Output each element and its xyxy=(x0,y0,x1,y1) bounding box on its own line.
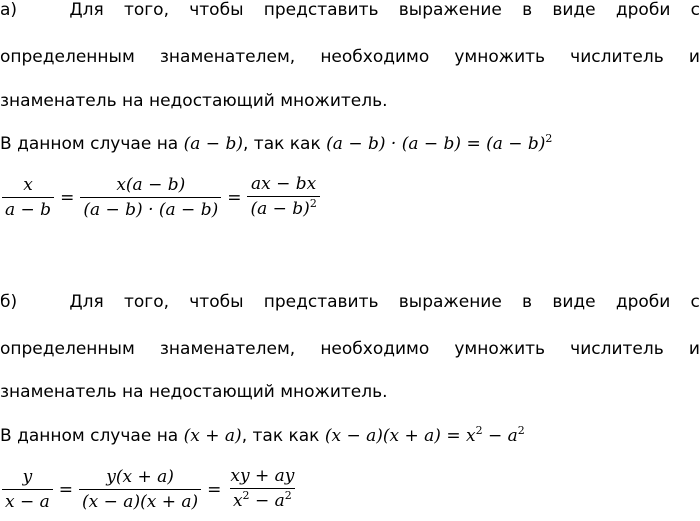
fraction-3 xyxy=(227,466,297,513)
denominator-base: x xyxy=(232,491,243,511)
exponent: 2 xyxy=(545,132,553,145)
exponent: 2 xyxy=(475,424,483,437)
word: дроби xyxy=(615,292,671,312)
word: знаменателем, xyxy=(159,339,296,359)
word: представить xyxy=(263,0,379,20)
word: виде xyxy=(552,0,596,20)
word: необходимо xyxy=(320,47,430,67)
denominator: (x − a)(x + a) xyxy=(79,489,201,512)
word: Для xyxy=(69,0,104,20)
denominator xyxy=(247,196,319,221)
numerator: y(x + a) xyxy=(106,467,174,487)
word: виде xyxy=(552,292,596,312)
word: выражение xyxy=(398,292,502,312)
numerator: xy + ay xyxy=(230,466,295,486)
case-text: В данном случае на xyxy=(0,134,184,154)
part-a-line-3: знаменатель на недостающий множитель. xyxy=(0,91,388,111)
fraction-1 xyxy=(2,175,54,220)
word: чтобы xyxy=(189,292,244,312)
denominator: a − b xyxy=(2,197,54,220)
part-b-label: б) xyxy=(0,292,18,312)
numerator: x xyxy=(23,175,33,195)
word: того, xyxy=(123,292,170,312)
word: Для xyxy=(69,292,104,312)
part-a-line-2 xyxy=(0,47,700,67)
equals-sign: = xyxy=(60,187,75,208)
equals-sign: = xyxy=(207,479,222,500)
equals-sign: = xyxy=(58,479,74,500)
denominator: x − a xyxy=(2,489,53,512)
word: определенным xyxy=(0,47,135,67)
word: с xyxy=(690,0,700,20)
case-multiplier: (a − b) xyxy=(183,134,243,154)
word: представить xyxy=(263,292,379,312)
fraction-1 xyxy=(2,467,53,512)
case-text: В данном случае на xyxy=(0,426,184,446)
denominator-base: (a − b) xyxy=(250,199,310,219)
exponent: 2 xyxy=(242,489,250,502)
word: определенным xyxy=(0,339,135,359)
exponent: 2 xyxy=(517,424,525,437)
word: умножить xyxy=(454,47,546,67)
case-expression: (x − a)(x + a) = x xyxy=(324,426,476,446)
part-a-label: а) xyxy=(0,0,18,20)
numerator: y xyxy=(22,467,33,487)
word: в xyxy=(522,292,533,312)
case-expression-tail: − a xyxy=(482,426,518,446)
case-multiplier: (x + a) xyxy=(183,426,242,446)
word: знаменателем, xyxy=(159,47,296,67)
part-b-line-3: знаменатель на недостающий множитель. xyxy=(0,382,388,402)
part-b-equation xyxy=(0,466,299,513)
word: числитель xyxy=(570,339,664,359)
equals-sign: = xyxy=(227,187,242,208)
exponent: 2 xyxy=(309,197,317,210)
fraction-3 xyxy=(247,174,319,221)
denominator xyxy=(230,488,295,513)
word: с xyxy=(690,292,700,312)
numerator: x(a − b) xyxy=(116,175,186,195)
part-a-equation xyxy=(0,174,322,221)
numerator: ax − bx xyxy=(251,174,317,194)
part-b-case-line xyxy=(0,426,700,448)
part-a-line-1 xyxy=(0,0,700,20)
word: в xyxy=(522,0,533,20)
word: и xyxy=(688,339,700,359)
word: того, xyxy=(123,0,169,20)
word: и xyxy=(688,47,700,67)
word: числитель xyxy=(570,47,664,67)
case-mid: , так как xyxy=(241,426,325,446)
fraction-2 xyxy=(79,467,201,512)
word: выражение xyxy=(398,0,502,20)
case-expression: (a − b) · (a − b) = (a − b) xyxy=(326,134,546,154)
exponent: 2 xyxy=(284,489,292,502)
word: чтобы xyxy=(189,0,244,20)
case-mid: , так как xyxy=(242,134,327,154)
denominator-tail: − a xyxy=(249,491,285,511)
denominator: (a − b) · (a − b) xyxy=(80,197,221,220)
fraction-2 xyxy=(80,175,221,220)
part-b-line-1 xyxy=(0,292,700,312)
word: умножить xyxy=(454,339,546,359)
part-a-case-line xyxy=(0,134,700,156)
word: необходимо xyxy=(320,339,430,359)
word: дроби xyxy=(615,0,671,20)
part-b-line-2 xyxy=(0,339,700,359)
